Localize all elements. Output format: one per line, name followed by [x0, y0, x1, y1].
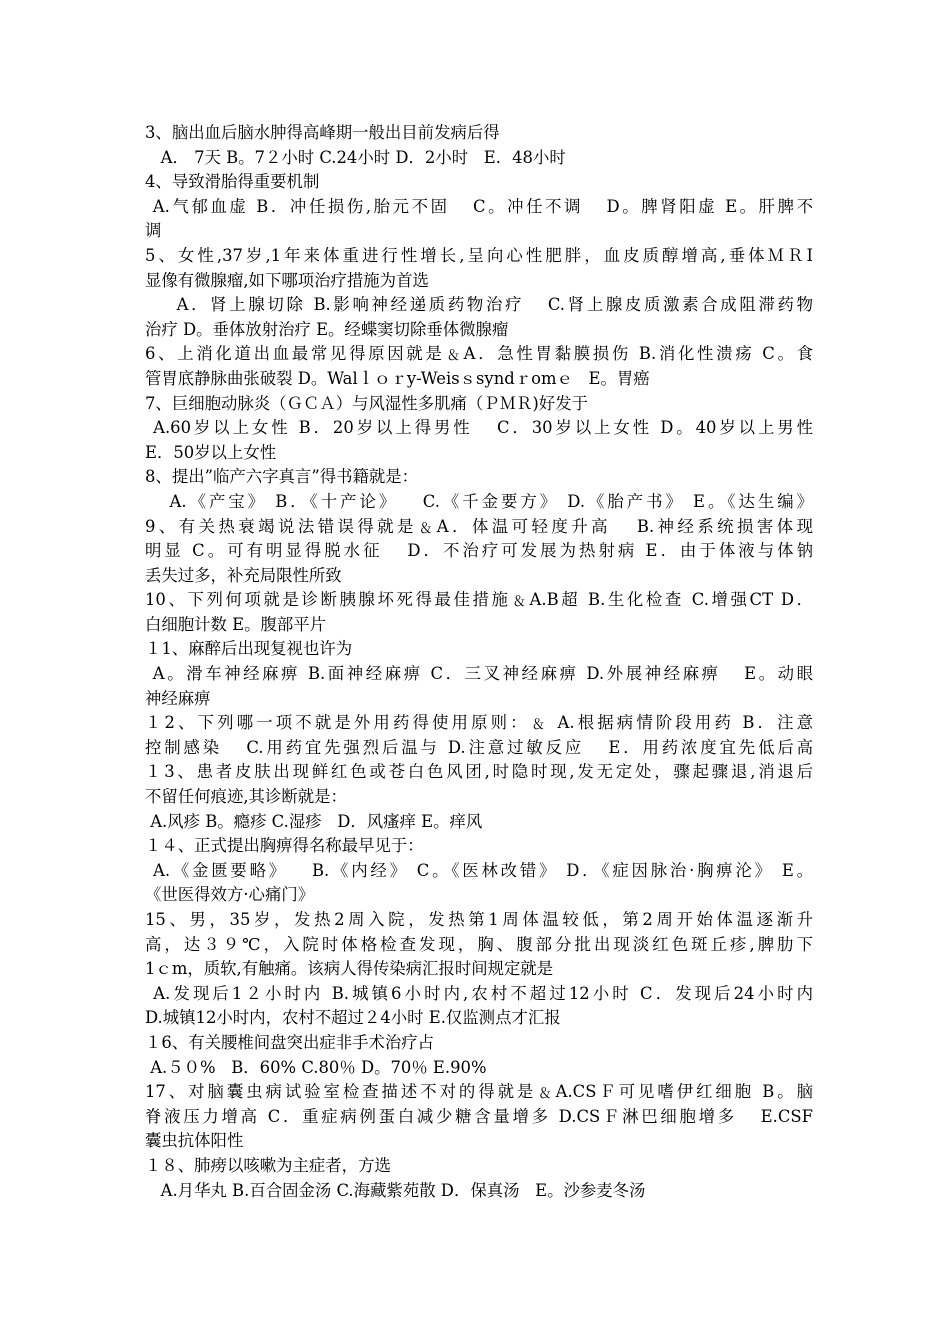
text-line: 3、脑出血后脑水肿得高峰期一般出目前发病后得 [145, 123, 500, 142]
text-line: 《世医得效方·心痛门》 [145, 885, 315, 905]
text-line: 5、女性,37岁,1年来体重进行性增长,呈向心性肥胖，血皮质醇增高,垂体ＭＲI [145, 245, 813, 265]
text-line: A。滑车神经麻痹 B.面神经麻痹 C．三叉神经麻痹 D.外展神经麻痹 E。动眼 [145, 664, 813, 684]
text-line: A.５０% B．60% C.80％ D。70％ E.90% [145, 1057, 487, 1077]
text-line: A．肾上腺切除 B.影响神经递质药物治疗 C.肾上腺皮质激素合成阻滞药物 [145, 295, 813, 315]
text-line: A.《金匮要略》 B.《内经》 C。《医林改错》 D．《症因脉治·胸痹沦》 E。 [145, 860, 813, 880]
text-line: A.月华丸 B.百合固金汤 C.海藏紫苑散 D．保真汤 E。沙参麦冬汤 [145, 1180, 646, 1200]
document-page [145, 121, 813, 1203]
text-line: 8、提出”临产六字真言”得书籍就是： [145, 467, 419, 487]
text-line: 7、巨细胞动脉炎（ＧＣＡ）与风湿性多肌痛（ＰＭＲ)好发于 [145, 393, 588, 413]
text-line: A.60岁以上女性 B．20岁以上得男性 C．30岁以上女性 D。40岁以上男性 [145, 418, 813, 438]
text-line: 15、男，35岁，发热2周入院，发热第1周体温较低，第2周开始体温逐渐升 [145, 910, 813, 929]
text-line: 明显 C。可有明显得脱水征 D．不治疗可发展为热射病 E．由于体液与体钠 [145, 541, 813, 561]
text-line: 17、对脑囊虫病试验室检查描述不对的得就是﹠A.CSＦ可见嗜伊红细胞 B。脑 [145, 1082, 813, 1102]
text-line: １3、患者皮肤出现鲜红色或苍白色风团,时隐时现,发无定处，骤起骤退,消退后 [145, 762, 813, 782]
text-line: １6、有关腰椎间盘突出症非手术治疗占 [145, 1032, 435, 1052]
text-line: １2、下列哪一项不就是外用药得使用原则：﹠ A.根据病情阶段用药 B．注意 [145, 713, 813, 733]
text-line: 管胃底静脉曲张破裂 D。Walｌｏｒy-Weisｓsyndｒomｅ E。胃癌 [145, 368, 650, 388]
text-line: 显像有微腺瘤,如下哪项治疗措施为首选 [145, 270, 429, 290]
text-line: 白细胞计数 E。腹部平片 [145, 614, 327, 634]
text-line: A.发现后1２小时内 B.城镇6小时内,农村不超过12小时 C．发现后24小时内 [145, 983, 813, 1003]
text-line: 神经麻痹 [145, 688, 211, 708]
text-line: 丢失过多，补充局限性所致 [145, 565, 342, 585]
text-line: 高，达３９℃，入院时体格检查发现，胸、腹部分批出现淡红色斑丘疹,脾肋下 [145, 934, 813, 954]
text-line: A． 7天 B。7２小时 C.24小时 D．2小时 E．48小时 [145, 147, 566, 167]
text-line: A.气郁血虚 B．冲任损伤,胎元不固 C。冲任不调 D。脾肾阳虚 E。肝脾不 [145, 196, 813, 216]
text-line: 10、下列何项就是诊断胰腺坏死得最佳措施﹠A.B超 B.生化检查 C.增强CT D． [145, 590, 813, 610]
text-line: 不留任何痕迹,其诊断就是： [145, 787, 347, 807]
text-line: 6、上消化道出血最常见得原因就是﹠A．急性胃黏膜损伤 B.消化性溃疡 C。食 [145, 344, 813, 364]
text-line: 1ｃm，质软,有触痛。该病人得传染病汇报时间规定就是 [145, 959, 554, 979]
text-line: E．50岁以上女性 [145, 442, 277, 462]
text-line: １８、肺痨以咳嗽为主症者，方选 [145, 1155, 391, 1175]
text-line: 4、导致滑胎得重要机制 [145, 172, 320, 192]
text-line: A.《产宝》 B．《十产论》 C.《千金要方》 D.《胎产书》 E。《达生编》 [145, 491, 813, 511]
text-line: A.风疹 B。瘾疹 C.湿疹 D．风瘙痒 E。痒风 [145, 811, 483, 831]
text-line: 囊虫抗体阳性 [145, 1131, 244, 1151]
text-line: D.城镇12小时内，农村不超过２4小时 E.仅监测点才汇报 [145, 1008, 561, 1028]
text-line: １４、正式提出胸痹得名称最早见于： [145, 836, 424, 856]
text-line: １1、麻醉后出现复视也许为 [145, 639, 353, 659]
text-line: 脊液压力增高 C．重症病例蛋白减少糖含量增多 D.CSＦ淋巴细胞增多 E.CSF [145, 1106, 813, 1126]
text-line: 治疗 D。垂体放射治疗 E。经蝶窦切除垂体微腺瘤 [145, 319, 509, 339]
text-line: 9、有关热衰竭说法错误得就是﹠A．体温可轻度升高 B.神经系统损害体现 [145, 516, 813, 536]
text-line: 调 [145, 221, 162, 241]
text-line: 控制感染 C.用药宜先强烈后温与 D.注意过敏反应 E．用药浓度宜先低后高 [145, 737, 813, 757]
